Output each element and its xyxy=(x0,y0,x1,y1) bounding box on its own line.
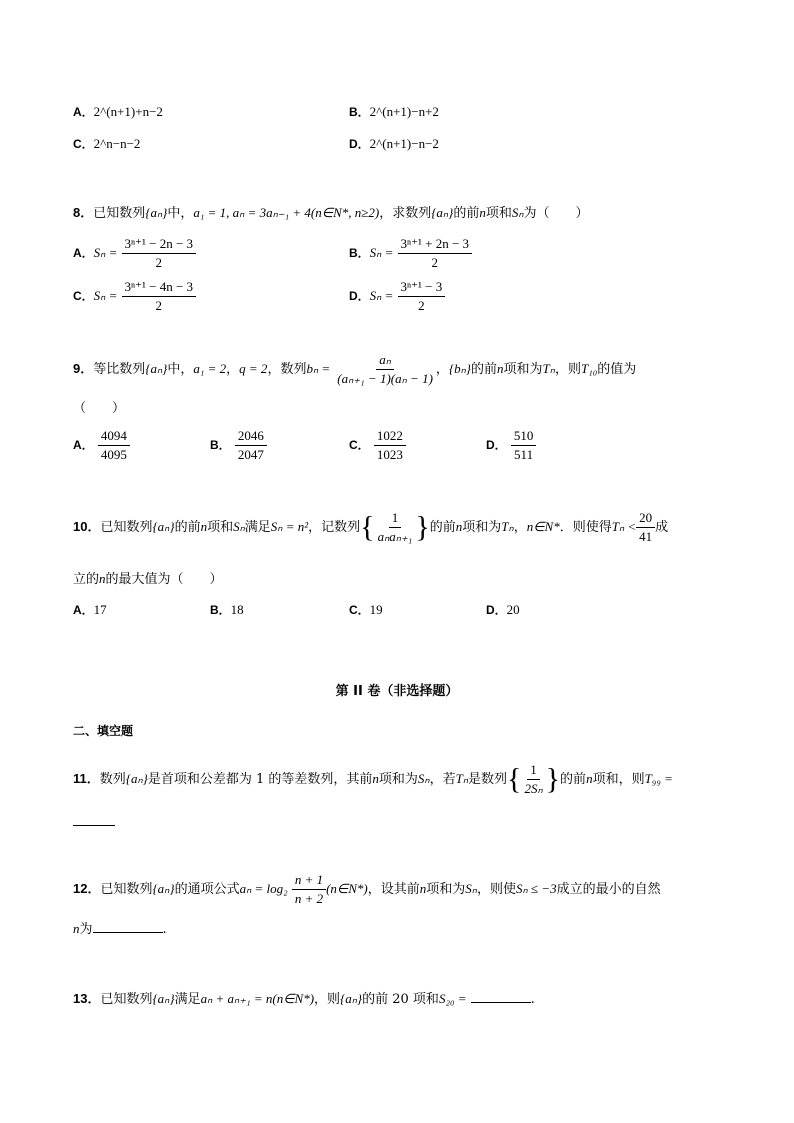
q13-stem: 13．已知数列{aₙ}满足aₙ + aₙ₊₁ = n(n∈N*)，则{aₙ}的前 20 项和S₂₀ = . xyxy=(73,991,535,1007)
q8-stem: 8．已知数列{aₙ}中，a₁ = 1, aₙ = 3aₙ₋₁ + 4(n∈N*, n≥2)，求数列{aₙ}的前n项和Sₙ为（ ） xyxy=(73,205,589,221)
q9-option-d-frac: $\frac{510}{511}$ xyxy=(511,428,537,463)
q7-option-b-expr: 2^(n+1)−n+2 xyxy=(369,104,439,119)
q7-option-a-expr: 2^(n+1)+n−2 xyxy=(93,104,163,119)
q9-bn-frac: $\frac{\text{aₙ}}{\text{(aₙ₊₁ − 1)(aₙ − 1)}}$ xyxy=(337,352,433,386)
q11-seq-frac: $\frac{1}{\text{2Sₙ}}$ xyxy=(524,762,543,796)
q10-ineq-frac: $\frac{20}{41}$ xyxy=(636,510,655,545)
q8-option-a-frac: $\frac{\text{3ⁿ⁺¹ − 2n − 3}}{2}$ xyxy=(122,236,197,271)
q13-answer-blank[interactable] xyxy=(471,990,531,1003)
q10-option-c: C．19 xyxy=(349,602,383,617)
q8-option-c: C．Sₙ = $\frac{\text{3ⁿ⁺¹ − 4n − 3}}{2}$ xyxy=(73,279,196,314)
right-brace-icon: } xyxy=(415,510,430,544)
q12-log-frac: $\frac{n + 1}{n + 2}$ xyxy=(292,872,326,907)
q9-option-d: D． $\frac{510}{511}$ xyxy=(486,428,536,463)
q7-option-b: B．2^(n+1)−n+2 xyxy=(349,104,439,119)
q8-option-d: D．Sₙ = $\frac{\text{3ⁿ⁺¹ − 3}}{2}$ xyxy=(349,279,445,314)
q9-option-c-frac: $\frac{1022}{1023}$ xyxy=(374,428,406,463)
q8-option-b-frac: $\frac{\text{3ⁿ⁺¹ + 2n − 3}}{2}$ xyxy=(398,236,473,271)
right-brace-icon: } xyxy=(545,762,561,796)
q10-option-a: A．17 xyxy=(73,602,107,617)
q8-option-c-frac: $\frac{\text{3ⁿ⁺¹ − 4n − 3}}{2}$ xyxy=(122,279,197,314)
q7-option-c-expr: 2^n−n−2 xyxy=(93,136,141,151)
q10-seq-frac: $\frac{1}{\text{aₙaₙ₊₁}}$ xyxy=(377,510,413,544)
q12-answer-blank[interactable] xyxy=(93,920,163,933)
q7-option-c: C．2^n−n−2 xyxy=(73,136,141,151)
q11-answer-blank[interactable] xyxy=(73,824,115,826)
q10-option-b: B．18 xyxy=(210,602,244,617)
left-brace-icon: { xyxy=(507,762,522,796)
left-brace-icon: { xyxy=(360,510,375,544)
q9-option-b-frac: $\frac{2046}{2047}$ xyxy=(235,428,267,463)
q10-stem-line2: 立的n的最大值为（ ） xyxy=(73,571,223,587)
q10-option-d: D．20 xyxy=(486,602,520,617)
q8-option-a: A．Sₙ = $\frac{\text{3ⁿ⁺¹ − 2n − 3}}{2}$ xyxy=(73,236,196,271)
q9-option-a: A． $\frac{4094}{4095}$ xyxy=(73,428,130,463)
q12-stem: 12．已知数列{aₙ}的通项公式aₙ = log₂ $\frac{n + 1}{n + 2}$ (n∈N*)，设其前n项和为Sₙ，则使Sₙ ≤ −3成立的最小的自然 xyxy=(73,872,661,906)
q7-option-d-expr: 2^(n+1)−n−2 xyxy=(369,136,439,151)
q8-option-b: B．Sₙ = $\frac{\text{3ⁿ⁺¹ + 2n − 3}}{2}$ xyxy=(349,236,472,271)
q8-option-d-frac: $\frac{\text{3ⁿ⁺¹ − 3}}{2}$ xyxy=(398,279,446,314)
q11-stem: 11．数列{aₙ}是首项和公差都为 1 的等差数列，其前n项和为Sₙ，若Tₙ是数列{ $\frac{1}{\text{2Sₙ}}$ }的前n项和，则T₉₉ = xyxy=(73,762,673,796)
q10-stem: 10．已知数列{aₙ}的前n项和Sₙ满足Sₙ = n²，记数列{ $\frac{1}{\text{aₙaₙ₊₁}}$ }的前n项和为Tₙ，n∈N*．则使得Tₙ < $\frac{20}{41}$ 成 xyxy=(73,510,669,544)
q9-option-b: B． $\frac{2046}{2047}$ xyxy=(210,428,267,463)
q12-stem-line2: n为 . xyxy=(73,921,167,937)
q9-option-a-frac: $\frac{4094}{4095}$ xyxy=(98,428,130,463)
section-title: 第 II 卷（非选择题） xyxy=(335,684,459,699)
section-subtitle: 二、填空题 xyxy=(73,724,134,738)
q9-option-c: C． $\frac{1022}{1023}$ xyxy=(349,428,406,463)
q9-paren: （ ） xyxy=(73,401,126,416)
q9-stem: 9．等比数列{aₙ}中，a₁ = 2，q = 2，数列bₙ = $\frac{\text{aₙ}}{\text{(aₙ₊₁ − 1)(aₙ − 1)}}$ ，{bₙ}的前n项和为Tₙ，则T₁₀的值为 xyxy=(73,352,637,386)
q7-option-d: D．2^(n+1)−n−2 xyxy=(349,136,439,151)
q7-option-a: A．2^(n+1)+n−2 xyxy=(73,104,163,119)
